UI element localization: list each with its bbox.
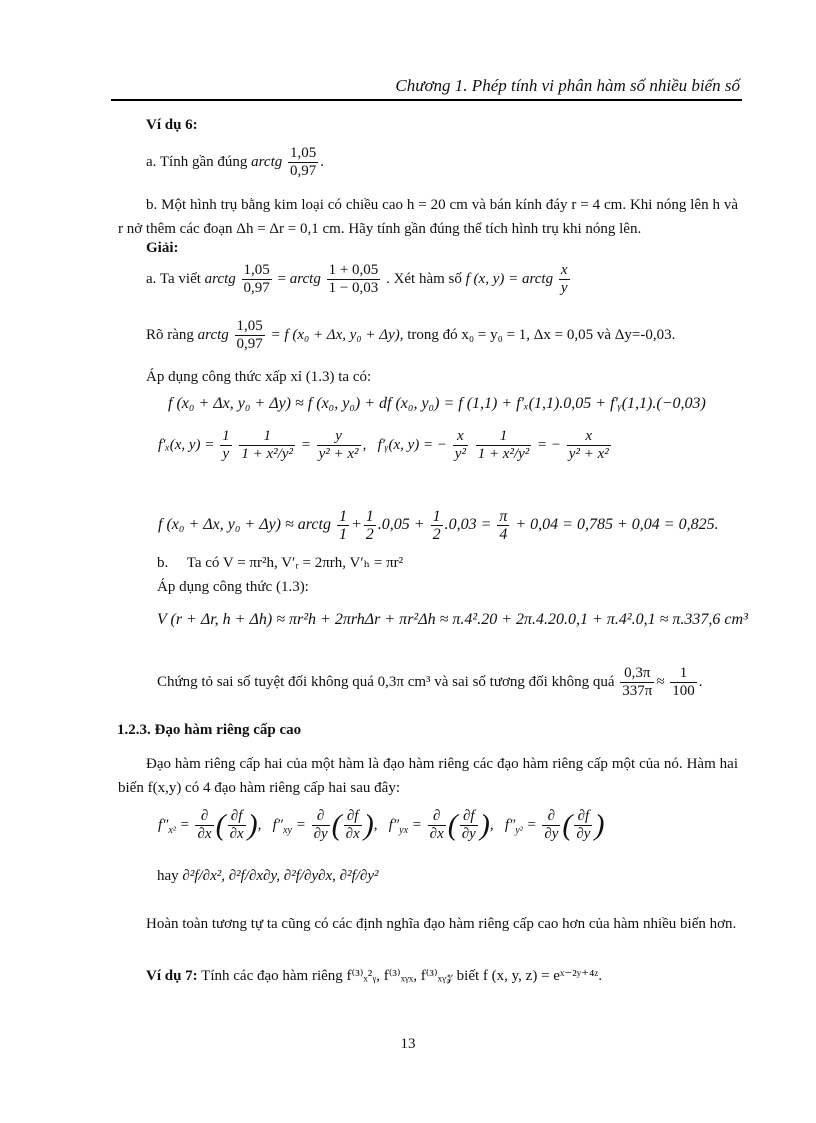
- fraction-1-2: $\frac{1}{2}$: [432, 508, 441, 543]
- denominator: 1 − 0,03: [328, 280, 379, 296]
- fraction-df-dx: $\frac{\partial f}{\partial x}$: [229, 808, 244, 842]
- hay-text: hay: [157, 868, 179, 884]
- example-6-part-a: a. Tính gần đúng arctg $\frac{1,05}{0,97}$ .: [146, 145, 324, 179]
- approx-formula: f (x₀ + Δx, y₀ + Δy) ≈ f (x₀, y₀) + df (x₀, y₀) = f (1,1) + f′ₓ(1,1).0,05 + f′ᵧ(1,1).(−0,03): [168, 395, 706, 412]
- fraction-df-dx: $\frac{\partial f}{\partial x}$: [345, 808, 360, 842]
- fraction-1-100: [670, 665, 697, 700]
- example-7-text: Tính các đạo hàm riêng f⁽³⁾ₓ²ᵧ, f⁽³⁾ₓᵧₓ, f⁽³⁾ₓᵧ𝓏 biết f (x, y, z) = eˣ⁻²ʸ⁺⁴ᶻ.: [201, 968, 603, 984]
- fraction-x-y2x2: $\frac{x}{\text{y² + x²}}$: [568, 428, 609, 462]
- clearly-rhs: = f (x₀ + Δx, y₀ + Δy): [270, 326, 400, 343]
- page-number: 13: [400, 1036, 416, 1052]
- fraction-1-1: $\frac{1}{1}$: [338, 508, 347, 543]
- numerator: x: [567, 428, 611, 446]
- fraction-x-y2: $\frac{x}{\text{y²}}$: [454, 428, 466, 462]
- result-lhs: f (x₀ + Δx, y₀ + Δy) ≈ arctg: [158, 516, 331, 534]
- hay-line: [157, 868, 378, 885]
- clearly-line: [146, 318, 675, 353]
- part-a-prefix: a. Tính gần đúng: [146, 153, 248, 170]
- denominator: 337π: [622, 683, 653, 699]
- b-text: Ta có V = πr²h, V′ᵣ = 2πrh, V′ₕ = πr²: [186, 555, 404, 571]
- consider-text: . Xét hàm số: [386, 270, 462, 287]
- section-paragraph-1: Đạo hàm riêng cấp hai của một hàm là đạo hàm riêng các đạo hàm riêng cấp một của nó. Hàm hai biến f(x,y) có 4 đạo hàm riêng cấp hai sau đây:: [118, 756, 738, 796]
- fraction-y-x2y2: $\frac{y}{\text{y² + x²}}$: [318, 428, 359, 462]
- fraction-d-dy: $\frac{\partial}{\partial y}$: [544, 808, 559, 842]
- fx-lhs: f′ₓ(x, y) =: [158, 436, 215, 453]
- numerator: 1,05: [289, 145, 317, 161]
- fraction-1p-1m: [327, 262, 381, 297]
- fy-lhs: f′ᵧ(x, y) = −: [377, 436, 448, 453]
- numerator: x: [560, 262, 568, 278]
- numerator: x: [453, 428, 468, 446]
- numerator: 1: [670, 665, 697, 683]
- b-label: b.: [157, 555, 169, 571]
- example-6-part-b: b. Một hình trụ bằng kim loại có chiều cao h = 20 cm và bán kính đáy r = 4 cm. Khi nóng lên h và r nở thêm các đoạn Δh = Δr = 0,1 cm. Hãy tính gần đúng thể tích hình trụ khi nóng lên.: [118, 197, 738, 237]
- example-7-line: [146, 966, 602, 985]
- numerator: 1,05: [243, 262, 270, 278]
- arctg-label: arctg: [251, 153, 283, 170]
- arctg-label: arctg: [204, 270, 236, 287]
- denominator: 100: [672, 683, 695, 699]
- apply-13b-text: Áp dụng công thức (1.3):: [157, 579, 309, 595]
- fraction-df-dy: $\frac{\partial f}{\partial y}$: [461, 808, 476, 842]
- apply-13-text: Áp dụng công thức xấp xỉ (1.3) ta có:: [146, 369, 372, 385]
- header-rule: [111, 99, 742, 101]
- denominator: y: [222, 446, 230, 462]
- fraction-1-over-1-plus: $\frac{1}{\text{1 + x²/y²}}$: [477, 428, 530, 462]
- fraction-1-over-1-plus: $\frac{1}{\text{1 + x²/y²}}$: [241, 428, 293, 462]
- partial-derivatives-line: f′ₓ(x, y) = $\frac{1}{y}$ $\frac{1}{\text{1 + x²/y²}}$ = $\frac{y}{\text{y² + x²}}$ , f′ᵧ(x, y) = − $\frac{x}{\text{y²}}$ $\frac{1}{\text{1 + x²/y²}}$ = − $\frac{x}{\text{y² + x²}}$: [158, 428, 609, 462]
- fraction-d-dx: $\frac{\partial}{\partial x}$: [197, 808, 212, 842]
- a-write-text: a. Ta viết: [146, 270, 201, 287]
- arctg-label: arctg: [289, 270, 321, 287]
- arctg-label: arctg: [197, 326, 229, 343]
- second-derivatives-line: $f''_{x^2}$ = $\frac{\partial}{\partial x}$ ( $\frac{\partial f}{\partial x}$ ), $f''_{xy}$ = $\frac{\partial}{\partial y}$ ( $\frac{\partial f}{\partial x}$ ), $f''_{yx}$ = $\frac{\partial}{\partial x}$ ( $\frac{\partial f}{\partial y}$ ), $f''_{y^2}$ = $\frac{\partial}{\partial y}$ ( $\frac{\partial f}{\partial y}$ ): [158, 808, 605, 842]
- error-line: Chứng tỏ sai số tuyệt đối không quá 0,3π cm³ và sai số tương đối không quá $\frac{0,3\pi}{337\pi}$ ≈ $\frac{1}{100}$ .: [157, 665, 703, 699]
- result-tail: + 0,04 = 0,785 + 0,04 = 0,825.: [515, 516, 719, 534]
- result-line: f (x₀ + Δx, y₀ + Δy) ≈ arctg $\frac{1}{1}$ + $\frac{1}{2}$ .0,05 + $\frac{1}{2}$ .0,03 = $\frac{\pi}{4}$ + 0,04 = 0,785 + 0,04 = 0,825.: [158, 508, 719, 543]
- denominator: 0,97: [243, 280, 270, 296]
- error-text: Chứng tỏ sai số tuyệt đối không quá 0,3π cm³ và sai số tương đối không quá: [157, 673, 615, 690]
- denominator: 0,97: [236, 336, 263, 352]
- fxy-definition: f (x, y) = arctg: [465, 270, 554, 287]
- where-text: , trong đó x₀ = y₀ = 1, Δx = 0,05 và Δy=-0,03.: [399, 326, 676, 343]
- fraction-df-dy: $\frac{\partial f}{\partial y}$: [576, 808, 591, 842]
- numerator: 1 + 0,05: [328, 262, 379, 278]
- fraction-d-dy: $\frac{\partial}{\partial y}$: [313, 808, 328, 842]
- denominator: 0,97: [289, 163, 317, 179]
- fraction-x-y: [559, 262, 570, 297]
- solution-title: Giải:: [146, 240, 179, 256]
- section-paragraph-2: Hoàn toàn tương tự ta cũng có các định nghĩa đạo hàm riêng cấp cao hơn của hàm nhiều biến hơn.: [146, 916, 737, 932]
- fraction-105-097: [235, 318, 265, 353]
- denominator: y: [560, 280, 568, 296]
- part-b-line: [157, 553, 403, 572]
- fraction-d-dx: $\frac{\partial}{\partial x}$: [429, 808, 444, 842]
- volume-formula: V (r + Δr, h + Δh) ≈ πr²h + 2πrhΔr + πr²Δh ≈ π.4².20 + 2π.4.20.0,1 + π.4².0,1 ≈ π.337,6 cm³: [157, 611, 748, 628]
- example-7-title: Ví dụ 7:: [146, 968, 198, 984]
- fraction-1-2: $\frac{1}{2}$: [365, 508, 374, 543]
- fraction-105-097: [288, 145, 318, 180]
- numerator: y: [317, 428, 361, 446]
- fraction-error: [620, 665, 654, 700]
- fraction-105-097: [242, 262, 272, 297]
- example-6-title: Ví dụ 6:: [146, 117, 198, 133]
- section-title: 1.2.3. Đạo hàm riêng cấp cao: [117, 722, 302, 738]
- fraction-1-y: $\frac{1}{y}$: [222, 428, 230, 462]
- numerator: 0,3π: [620, 665, 654, 683]
- fraction-pi-4: $\frac{\pi}{4}$: [499, 508, 508, 543]
- page-header: Chương 1. Phép tính vi phân hàm số nhiều biến số: [395, 76, 740, 95]
- solution-a-line: a. Ta viết arctg $\frac{1,05}{0,97}$ = arctg $\frac{1 + 0,05}{1 - 0,03}$ . Xét hàm số f (x, y) = arctg $\frac{x}{y}$: [146, 262, 568, 296]
- numerator: 1,05: [236, 318, 263, 334]
- second-derivative-list: ∂²f/∂x², ∂²f/∂x∂y, ∂²f/∂y∂x, ∂²f/∂y²: [182, 868, 379, 884]
- clearly-text: Rõ ràng: [146, 326, 194, 343]
